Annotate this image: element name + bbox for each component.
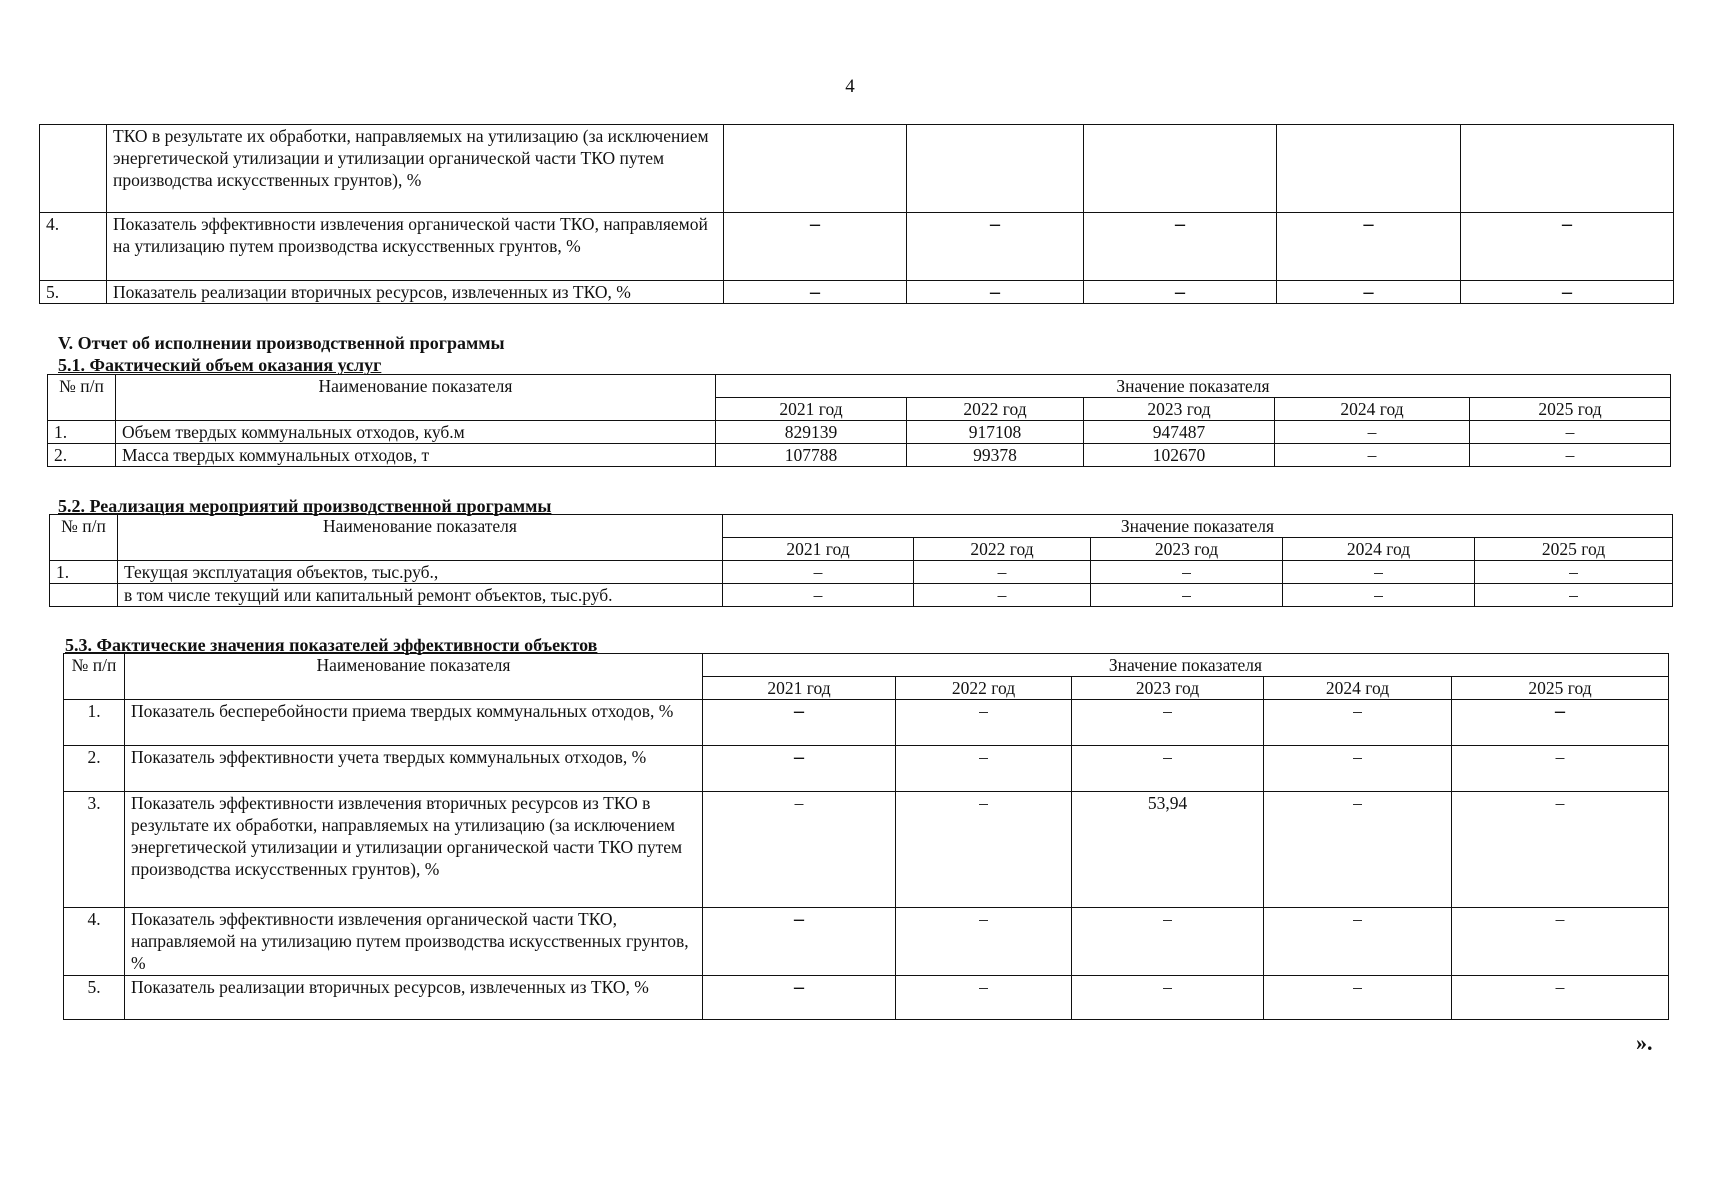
value-2022: –: [907, 213, 1084, 281]
year-header: 2025 год: [1452, 677, 1669, 700]
value-2022: –: [914, 584, 1091, 607]
value-2023: –: [1084, 281, 1277, 304]
value-header: Значение показателя: [703, 654, 1669, 677]
value-2024: –: [1277, 213, 1461, 281]
indicator-name: Текущая эксплуатация объектов, тыс.руб.,: [118, 561, 723, 584]
row-number: 1.: [48, 421, 116, 444]
value-2023: –: [1084, 213, 1277, 281]
year-header: 2023 год: [1091, 538, 1283, 561]
value-header: Значение показателя: [723, 515, 1673, 538]
year-header: 2023 год: [1084, 398, 1275, 421]
table-row: [40, 213, 1674, 281]
value-2022: –: [896, 746, 1072, 792]
table-header-row: [50, 515, 1673, 538]
row-number: [40, 125, 107, 213]
value-2023: –: [1091, 584, 1283, 607]
section-5-2-title: 5.2. Реализация мероприятий производственной программы: [58, 496, 552, 516]
value-2023: [1084, 125, 1277, 213]
value-2023: –: [1072, 908, 1264, 976]
table-row: [48, 421, 1671, 444]
value-2021: –: [724, 281, 907, 304]
indicator-name: Показатель эффективности учета твердых коммунальных отходов, %: [125, 746, 703, 792]
value-2025: –: [1452, 746, 1669, 792]
year-header: 2021 год: [703, 677, 896, 700]
table-header-row: [48, 375, 1671, 398]
table-row: [64, 976, 1669, 1020]
year-header: 2024 год: [1275, 398, 1470, 421]
indicator-name: в том числе текущий или капитальный ремонт объектов, тыс.руб.: [118, 584, 723, 607]
value-2024: –: [1264, 746, 1452, 792]
value-2021: –: [723, 561, 914, 584]
row-number: 4.: [64, 908, 125, 976]
row-number: 4.: [40, 213, 107, 281]
value-2023: 53,94: [1072, 792, 1264, 908]
value-2023: –: [1072, 746, 1264, 792]
value-2022: –: [914, 561, 1091, 584]
value-2021: –: [703, 976, 896, 1020]
value-2024: –: [1277, 281, 1461, 304]
value-2025: –: [1461, 281, 1674, 304]
value-2025: –: [1452, 908, 1669, 976]
value-2021: –: [703, 700, 896, 746]
year-header: 2022 год: [914, 538, 1091, 561]
value-2025: [1461, 125, 1674, 213]
value-2024: –: [1283, 584, 1475, 607]
value-2022: –: [896, 700, 1072, 746]
indicator-name: Показатель эффективности извлечения вторичных ресурсов из ТКО в результате их обработки, направляемых на утилизацию (за исключением энергетической утилизации и утилизации органической части ТКО путем производства искусственных грунтов), %: [125, 792, 703, 908]
name-header: Наименование показателя: [118, 515, 723, 561]
value-2023: 102670: [1084, 444, 1275, 467]
indicator-name: ТКО в результате их обработки, направляемых на утилизацию (за исключением энергетической утилизации и утилизации органической части ТКО путем производства искусственных грунтов), %: [107, 125, 724, 213]
year-header: 2021 год: [723, 538, 914, 561]
value-2025: –: [1475, 561, 1673, 584]
value-2021: –: [703, 792, 896, 908]
value-2025: –: [1452, 792, 1669, 908]
table-header-row: [64, 654, 1669, 677]
value-2023: –: [1091, 561, 1283, 584]
value-2021: [724, 125, 907, 213]
indicator-name: Показатель бесперебойности приема твердых коммунальных отходов, %: [125, 700, 703, 746]
section-v-title: V. Отчет об исполнении производственной программы: [58, 333, 505, 353]
table-row: [40, 125, 1674, 213]
row-number: 1.: [64, 700, 125, 746]
value-2025: –: [1461, 213, 1674, 281]
value-2022: –: [907, 281, 1084, 304]
page-number: 4: [845, 76, 855, 97]
value-2025: –: [1475, 584, 1673, 607]
row-number: 3.: [64, 792, 125, 908]
row-number: 2.: [64, 746, 125, 792]
table-row: [48, 444, 1671, 467]
year-header: 2025 год: [1475, 538, 1673, 561]
value-2021: 829139: [716, 421, 907, 444]
table-row: [64, 792, 1669, 908]
table-row: [40, 281, 1674, 304]
actual-services-volume-table: [47, 374, 1671, 467]
value-2021: –: [723, 584, 914, 607]
row-number: 1.: [50, 561, 118, 584]
value-2023: 947487: [1084, 421, 1275, 444]
table-row: [64, 700, 1669, 746]
value-2024: –: [1264, 908, 1452, 976]
table-row: [50, 584, 1673, 607]
indicator-name: Показатель эффективности извлечения органической части ТКО, направляемой на утилизацию путем производства искусственных грунтов, %: [107, 213, 724, 281]
value-2021: –: [703, 746, 896, 792]
value-2021: –: [724, 213, 907, 281]
value-2022: 917108: [907, 421, 1084, 444]
indicator-name: Объем твердых коммунальных отходов, куб.м: [116, 421, 716, 444]
section-5-3-title: 5.3. Фактические значения показателей эффективности объектов: [65, 635, 598, 655]
table-row: [64, 908, 1669, 976]
year-header: 2022 год: [907, 398, 1084, 421]
value-2024: –: [1264, 792, 1452, 908]
year-header: 2024 год: [1283, 538, 1475, 561]
value-2022: –: [896, 908, 1072, 976]
value-2025: –: [1470, 444, 1671, 467]
value-2025: –: [1452, 700, 1669, 746]
production-program-activities-table: [49, 514, 1673, 607]
value-2024: –: [1264, 700, 1452, 746]
table-row: [64, 746, 1669, 792]
table-row: [50, 561, 1673, 584]
value-2023: –: [1072, 700, 1264, 746]
num-header: № п/п: [50, 515, 118, 561]
name-header: Наименование показателя: [116, 375, 716, 421]
year-header: 2021 год: [716, 398, 907, 421]
name-header: Наименование показателя: [125, 654, 703, 700]
value-2022: 99378: [907, 444, 1084, 467]
value-2021: 107788: [716, 444, 907, 467]
indicator-name: Масса твердых коммунальных отходов, т: [116, 444, 716, 467]
indicator-name: Показатель реализации вторичных ресурсов, извлеченных из ТКО, %: [125, 976, 703, 1020]
row-number: 2.: [48, 444, 116, 467]
year-header: 2024 год: [1264, 677, 1452, 700]
continued-indicators-table: [39, 124, 1674, 304]
num-header: № п/п: [48, 375, 116, 421]
value-2022: –: [896, 976, 1072, 1020]
year-header: 2022 год: [896, 677, 1072, 700]
section-5-1-title: 5.1. Фактический объем оказания услуг: [58, 355, 382, 375]
row-number: [50, 584, 118, 607]
value-header: Значение показателя: [716, 375, 1671, 398]
row-number: 5.: [64, 976, 125, 1020]
value-2025: –: [1452, 976, 1669, 1020]
value-2022: –: [896, 792, 1072, 908]
num-header: № п/п: [64, 654, 125, 700]
indicator-name: Показатель эффективности извлечения органической части ТКО, направляемой на утилизацию путем производства искусственных грунтов, %: [125, 908, 703, 976]
value-2024: –: [1283, 561, 1475, 584]
row-number: 5.: [40, 281, 107, 304]
value-2024: [1277, 125, 1461, 213]
closing-quote-mark: ».: [1636, 1030, 1653, 1055]
value-2024: –: [1275, 444, 1470, 467]
value-2023: –: [1072, 976, 1264, 1020]
value-2021: –: [703, 908, 896, 976]
value-2022: [907, 125, 1084, 213]
indicator-name: Показатель реализации вторичных ресурсов, извлеченных из ТКО, %: [107, 281, 724, 304]
value-2025: –: [1470, 421, 1671, 444]
efficiency-indicators-table: [63, 653, 1669, 1020]
year-header: 2023 год: [1072, 677, 1264, 700]
value-2024: –: [1264, 976, 1452, 1020]
year-header: 2025 год: [1470, 398, 1671, 421]
value-2024: –: [1275, 421, 1470, 444]
